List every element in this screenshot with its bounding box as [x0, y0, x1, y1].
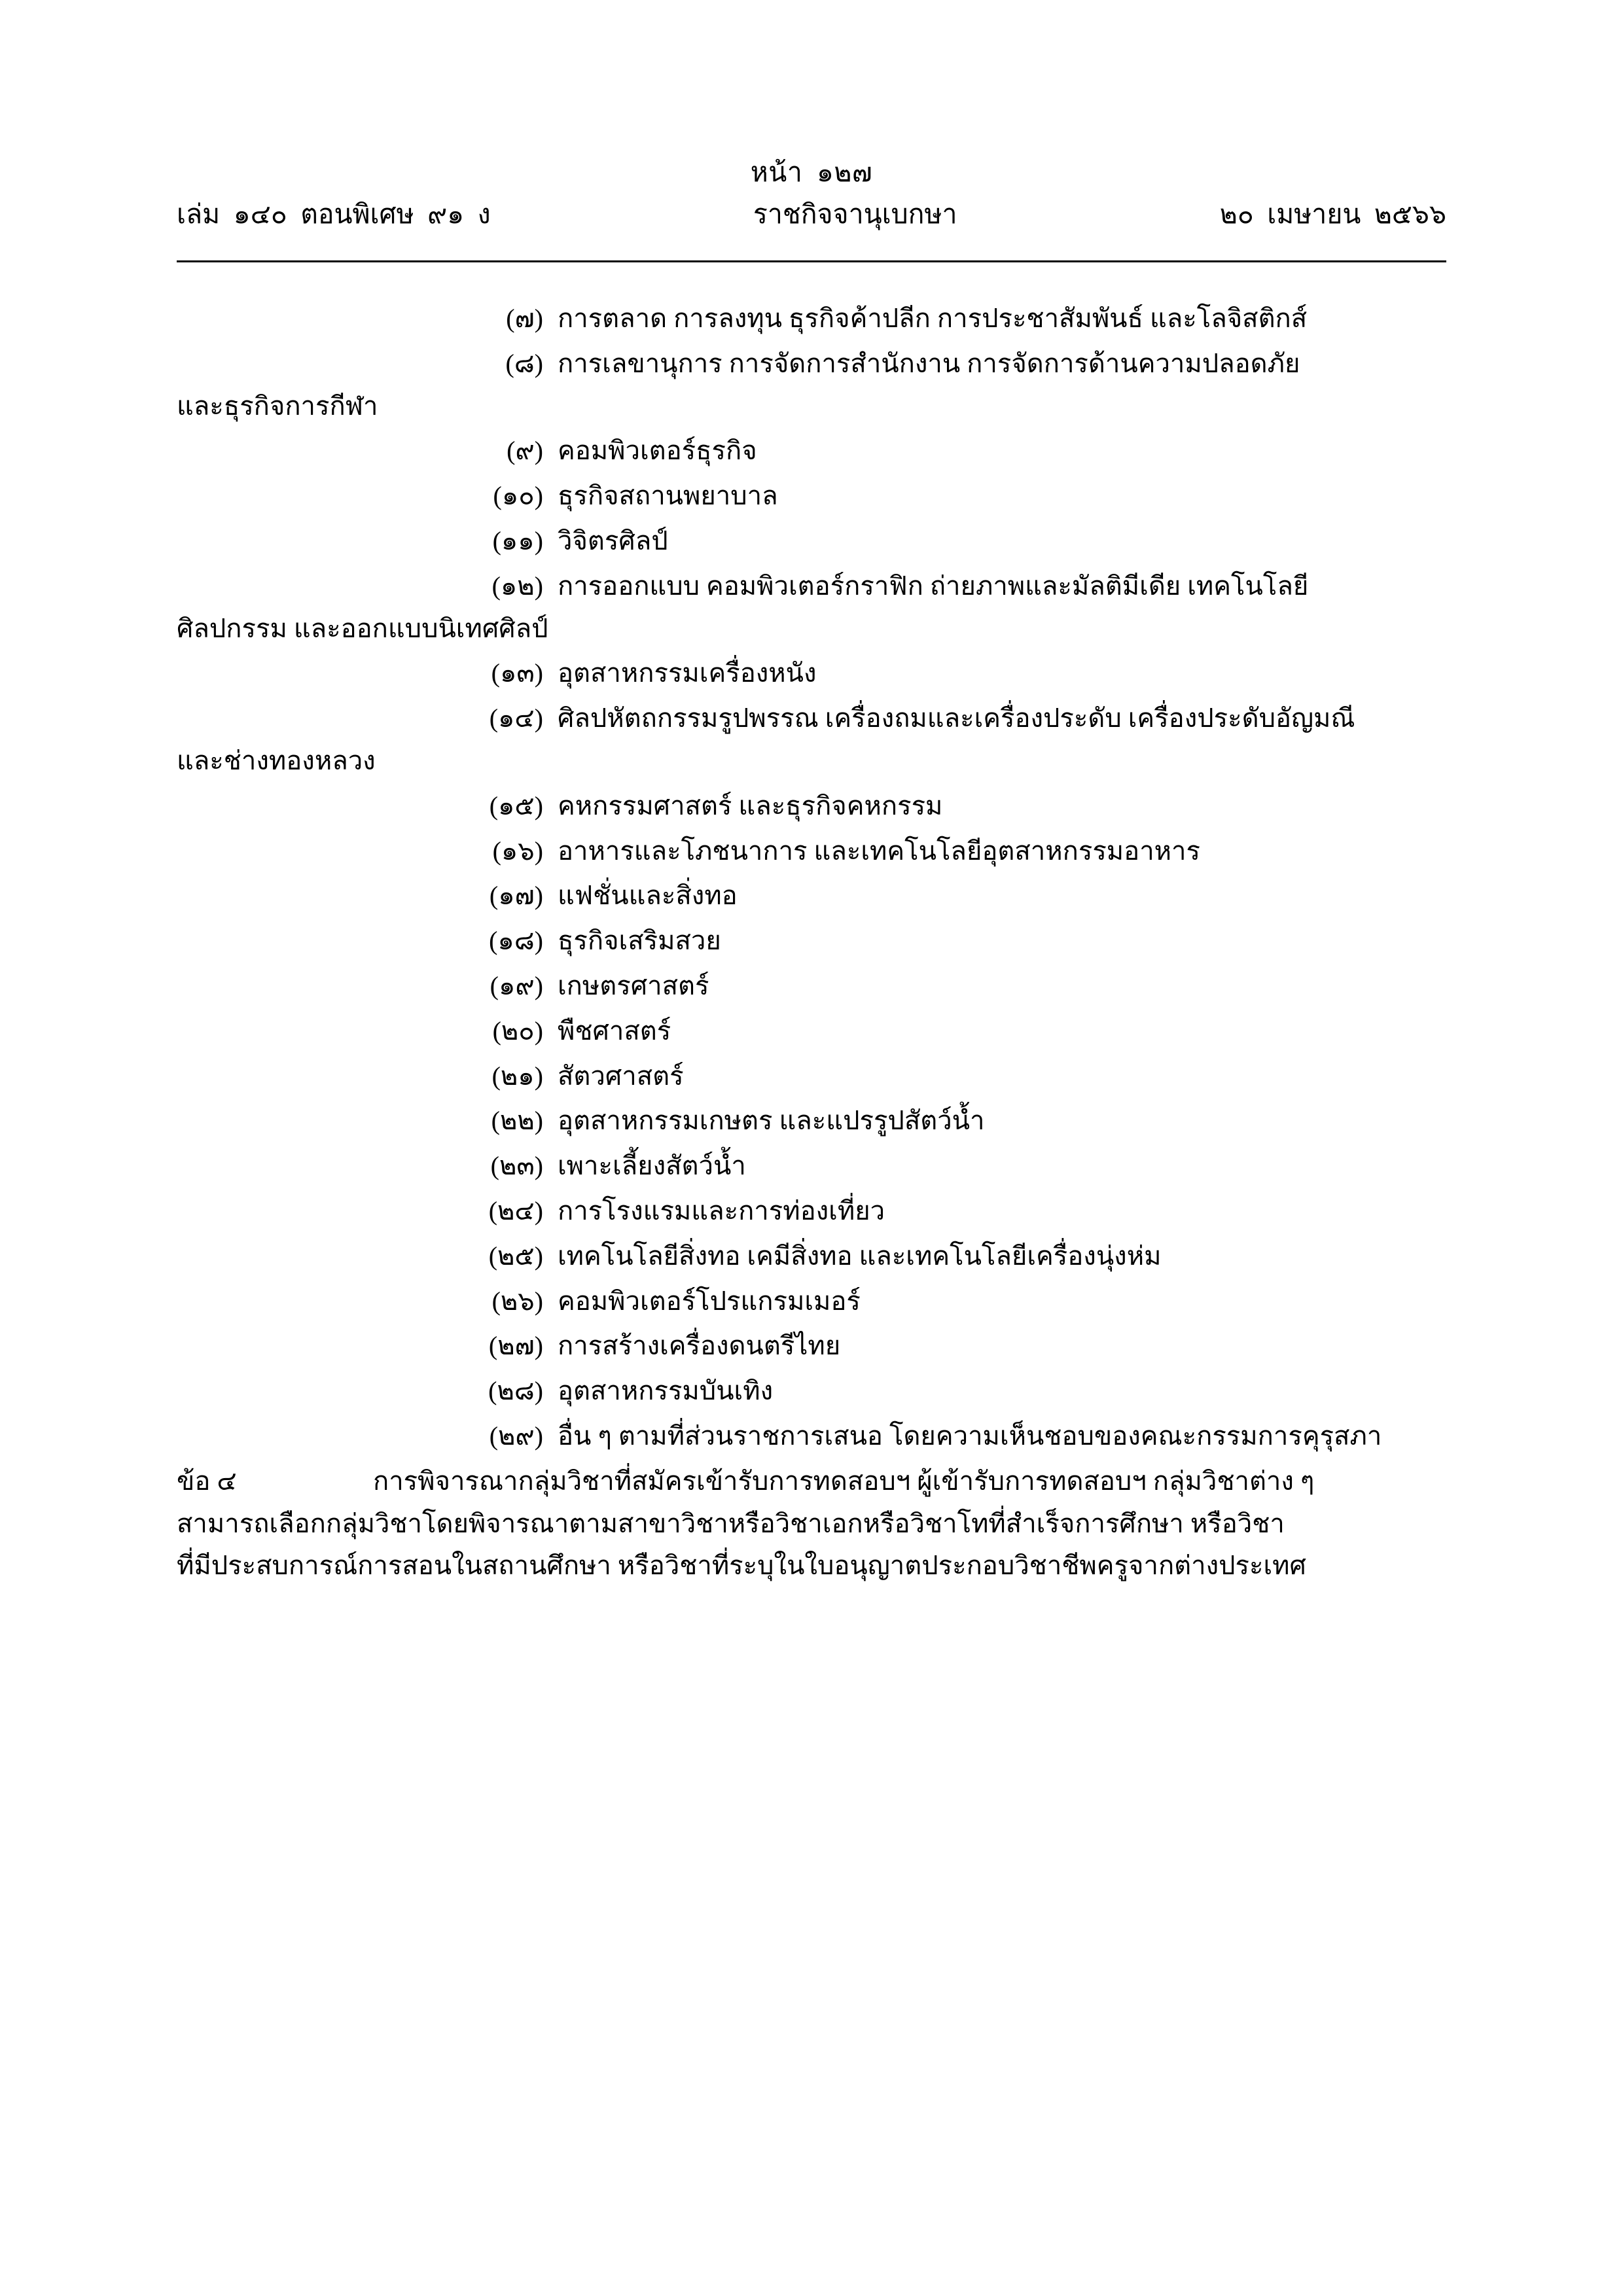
list-item-number: (๑๑) [492, 525, 543, 556]
list-item [177, 1145, 1452, 1188]
header-divider [177, 260, 1446, 262]
list-item [177, 698, 1452, 783]
list-item-text: ธุรกิจเสริมสวย [558, 926, 721, 956]
list-item-text: อุตสาหกรรมเครื่องหนัง [558, 658, 817, 688]
list-item-number: (๒๖) [491, 1286, 543, 1316]
list-item [177, 920, 1452, 963]
list-item-continuation: ศิลปกรรม และออกแบบนิเทศศิลป์ [177, 613, 548, 643]
list-item-number: (๒๕) [488, 1241, 543, 1271]
header-date: ๒๐ เมษายน ๒๕๖๖ [1219, 199, 1446, 230]
list-item-text: สัตวศาสตร์ [558, 1061, 684, 1091]
list-item [177, 520, 1452, 563]
list-item-text: ศิลปหัตถกรรมรูปพรรณ เครื่องถมและเครื่องประดับ เครื่องประดับอัญมณี [558, 703, 1355, 733]
list-item-text: เกษตรศาสตร์ [558, 970, 709, 1000]
list-item-text: คอมพิวเตอร์โปรแกรมเมอร์ [558, 1286, 861, 1316]
list-item [177, 1100, 1452, 1142]
list-item-text: แฟชั่นและสิ่งทอ [558, 881, 738, 911]
list-item [177, 1370, 1452, 1413]
list-item-number: (๘) [505, 348, 543, 378]
list-item-number: (๗) [506, 304, 543, 333]
list-item [177, 430, 1452, 472]
list-item-continuation: และธุรกิจการกีฬา [177, 391, 378, 421]
list-item-number: (๑๖) [492, 836, 543, 866]
list-item [177, 1280, 1452, 1323]
list-item [177, 343, 1452, 428]
list-item-number: (๑๗) [489, 881, 543, 911]
list-item-text: การโรงแรมและการท่องเที่ยว [558, 1195, 885, 1226]
list-item-text: การออกแบบ คอมพิวเตอร์กราฟิก ถ่ายภาพและมัลติมีเดีย เทคโนโลยี [558, 571, 1309, 601]
list-item-text: เทคโนโลยีสิ่งทอ เคมีสิ่งทอ และเทคโนโลยีเครื่องนุ่งห่ม [558, 1241, 1162, 1271]
list-item-text: อุตสาหกรรมบันเทิง [558, 1376, 774, 1406]
list-item-text: คอมพิวเตอร์ธุรกิจ [558, 436, 757, 466]
list-item-text: คหกรรมศาสตร์ และธุรกิจคหกรรม [558, 790, 943, 821]
list-item-number: (๑๔) [489, 703, 543, 733]
list-item [177, 652, 1452, 695]
list-item-number: (๒๐) [492, 1016, 543, 1046]
list-item [177, 965, 1452, 1008]
list-item-number: (๙) [507, 436, 543, 466]
clause-paragraph [177, 1460, 1452, 1587]
list-item [177, 565, 1452, 650]
clause-line-2: สามารถเลือกกลุ่มวิชาโดยพิจารณาตามสาขาวิชาหรือวิชาเอกหรือวิชาโทที่สำเร็จการศึกษา หรือวิชา [177, 1508, 1285, 1538]
list-item [177, 785, 1452, 828]
list-item [177, 1190, 1452, 1233]
list-item-number: (๑๒) [491, 571, 543, 601]
list-item-text: การเลขานุการ การจัดการสำนักงาน การจัดการด้านความปลอดภัย [558, 348, 1300, 378]
header-volume-info: เล่ม ๑๔๐ ตอนพิเศษ ๙๑ ง [177, 199, 491, 230]
header-row [177, 193, 1446, 236]
list-item-number: (๒๗) [488, 1331, 543, 1361]
list-item-number: (๑๘) [489, 926, 543, 956]
list-item-text: พืชศาสตร์ [558, 1016, 671, 1046]
list-item-text: อาหารและโภชนาการ และเทคโนโลยีอุตสาหกรรมอาหาร [558, 836, 1200, 866]
list-item [177, 875, 1452, 917]
list-item [177, 1235, 1452, 1278]
list-item-text: ธุรกิจสถานพยาบาล [558, 481, 778, 511]
list-item [177, 830, 1452, 873]
list-item-number: (๒๑) [491, 1061, 543, 1091]
list-item-text: อุตสาหกรรมเกษตร และแปรรูปสัตว์น้ำ [558, 1106, 985, 1136]
page-number-label: หน้า ๑๒๗ [750, 157, 873, 187]
list-item-number: (๑๙) [490, 970, 543, 1000]
header-gazette-title: ราชกิจจานุเบกษา [753, 199, 957, 230]
list-item-continuation: และช่างทองหลวง [177, 745, 376, 775]
list-item-text: อื่น ๆ ตามที่ส่วนราชการเสนอ โดยความเห็นชอบของคณะกรรมการคุรุสภา [558, 1421, 1382, 1451]
clause-number: ข้อ ๔ [177, 1466, 237, 1496]
list-item [177, 475, 1452, 518]
list-item-number: (๒๓) [490, 1151, 543, 1181]
clause-line-1: การพิจารณากลุ่มวิชาที่สมัครเข้ารับการทดสอบฯ ผู้เข้ารับการทดสอบฯ กลุ่มวิชาต่าง ๆ [373, 1466, 1315, 1496]
list-item-text: การตลาด การลงทุน ธุรกิจค้าปลีก การประชาสัมพันธ์ และโลจิสติกส์ [558, 304, 1308, 333]
document-body [177, 298, 1452, 1587]
list-item [177, 1325, 1452, 1368]
list-item [177, 1010, 1452, 1053]
clause-line-3: ที่มีประสบการณ์การสอนในสถานศึกษา หรือวิชาที่ระบุในใบอนุญาตประกอบวิชาชีพครูจากต่างประเทศ [177, 1551, 1306, 1581]
list-item-number: (๒๔) [488, 1195, 543, 1226]
list-item-text: วิจิตรศิลป์ [558, 525, 668, 556]
list-item-text: เพาะเลี้ยงสัตว์น้ำ [558, 1151, 746, 1181]
list-item-number: (๑๓) [491, 658, 543, 688]
list-item [177, 1415, 1452, 1458]
list-item [177, 1055, 1452, 1098]
list-item-number: (๑๐) [493, 481, 543, 511]
list-item-number: (๑๕) [489, 790, 543, 821]
list-item-text: การสร้างเครื่องดนตรีไทย [558, 1331, 841, 1361]
list-item-number: (๒๘) [488, 1376, 543, 1406]
list-item-number: (๒๒) [491, 1106, 543, 1136]
page-header [177, 157, 1446, 249]
list-item [177, 298, 1452, 340]
list-item-number: (๒๙) [489, 1421, 543, 1451]
